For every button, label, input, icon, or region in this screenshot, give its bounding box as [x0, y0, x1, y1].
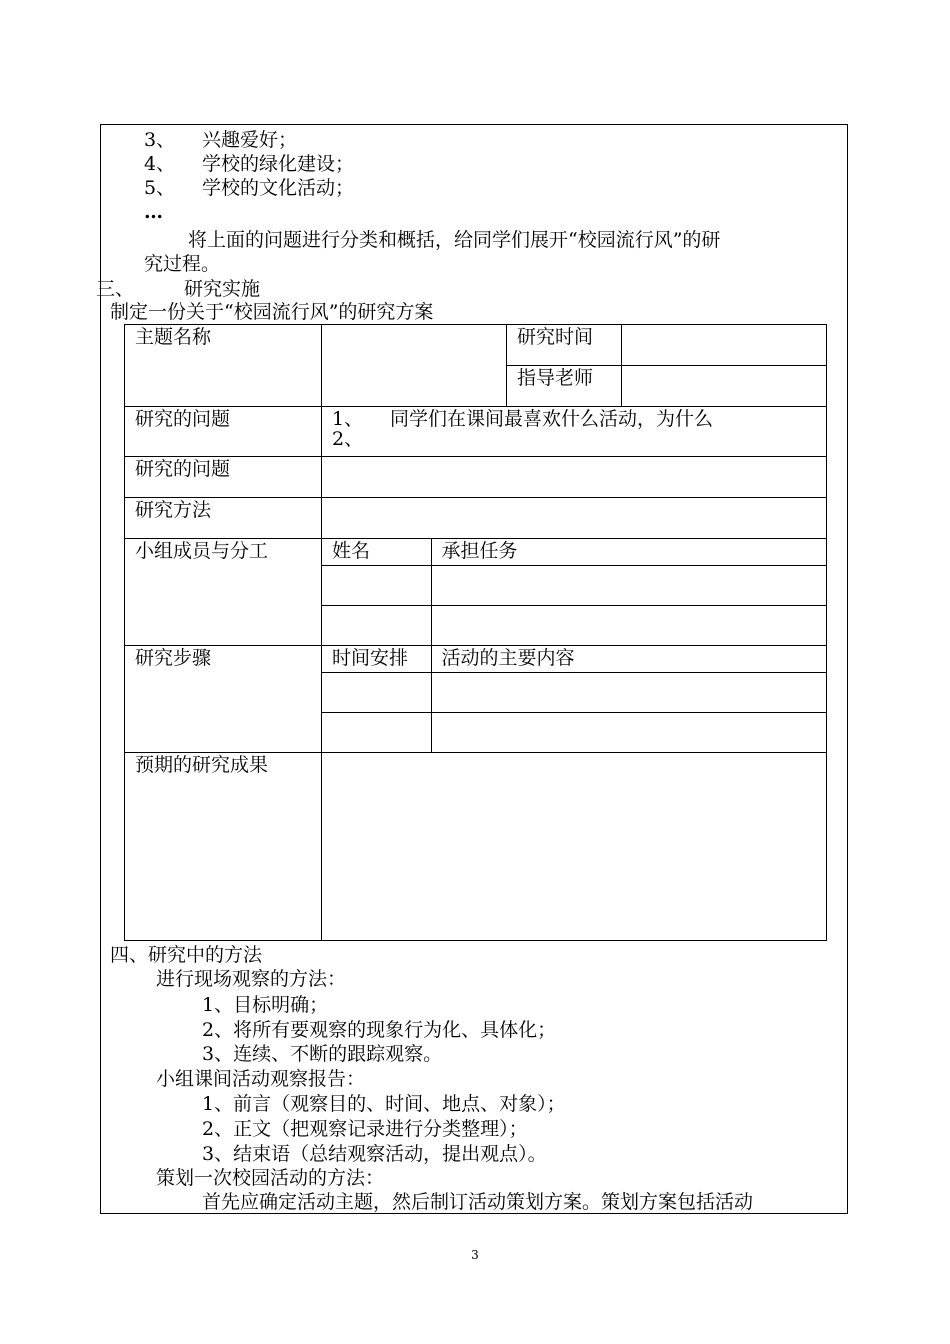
members-subtable-cell	[322, 539, 827, 646]
members-label: 小组成员与分工	[125, 539, 322, 646]
results-value	[322, 753, 827, 941]
step-content-cell	[431, 712, 826, 752]
question-line-text: 同学们在课间最喜欢什么活动，为什么	[390, 408, 714, 430]
time-label: 研究时间	[507, 325, 622, 366]
question-label: 研究的问题	[125, 407, 322, 457]
members-col-name: 姓名	[322, 539, 431, 565]
member-task-cell	[431, 605, 826, 645]
observe-item: 2、将所有要观察的现象行为化、具体化；	[202, 1019, 557, 1041]
section-title: 研究实施	[184, 278, 261, 300]
report-item: 2、正文（把观察记录进行分类整理）；	[202, 1118, 528, 1140]
step-time-cell	[322, 672, 431, 712]
members-col-task: 承担任务	[431, 539, 826, 565]
topic-value	[322, 325, 507, 407]
list-item-text: 兴趣爱好；	[202, 129, 298, 151]
ellipsis: …	[144, 201, 163, 223]
steps-subtable	[322, 646, 826, 752]
question2-value	[322, 457, 827, 498]
member-name-cell	[322, 605, 431, 645]
step-time-cell	[322, 712, 431, 752]
page-number: 3	[471, 1248, 479, 1262]
member-task-cell	[431, 565, 826, 605]
member-name-cell	[322, 565, 431, 605]
report-title: 小组课间活动观察报告：	[156, 1068, 366, 1090]
plan-method-text: 首先应确定活动主题，然后制订活动策划方案。策划方案包括活动	[202, 1191, 754, 1213]
list-item-number: 3、	[144, 129, 176, 151]
list-item-text: 学校的文化活动；	[202, 177, 355, 199]
question-line-number: 2、	[332, 428, 364, 450]
question-value	[322, 407, 827, 457]
step-content-cell	[431, 672, 826, 712]
paragraph-line: 究过程。	[144, 253, 221, 275]
research-plan-table	[124, 324, 827, 941]
list-item-text: 学校的绿化建设；	[202, 153, 355, 175]
time-value	[622, 325, 827, 366]
steps-subtable-cell	[322, 646, 827, 753]
results-label: 预期的研究成果	[125, 753, 322, 941]
steps-col-content: 活动的主要内容	[431, 646, 826, 672]
method-value	[322, 498, 827, 539]
steps-col-time: 时间安排	[322, 646, 431, 672]
topic-label: 主题名称	[125, 325, 322, 407]
list-item-number: 5、	[144, 177, 176, 199]
list-item-number: 4、	[144, 153, 176, 175]
report-item: 3、结束语（总结观察活动，提出观点）。	[202, 1143, 547, 1165]
members-subtable	[322, 539, 826, 645]
teacher-label: 指导老师	[507, 366, 622, 407]
section-number: 三、	[96, 278, 135, 300]
question2-label: 研究的问题	[125, 457, 322, 498]
observe-item: 3、连续、不断的跟踪观察。	[202, 1043, 443, 1065]
paragraph-line: 将上面的问题进行分类和概括，给同学们展开“校园流行风”的研	[188, 229, 721, 251]
question-line-number: 1、	[332, 408, 364, 430]
observe-item: 1、目标明确；	[202, 994, 329, 1016]
steps-label: 研究步骤	[125, 646, 322, 753]
report-item: 1、前言（观察目的、时间、地点、对象）；	[202, 1093, 566, 1115]
plan-method-title: 策划一次校园活动的方法：	[156, 1167, 385, 1189]
observe-title: 进行现场观察的方法：	[156, 968, 347, 990]
plan-intro: 制定一份关于“校园流行风”的研究方案	[110, 301, 434, 323]
section4-title: 四、研究中的方法	[110, 944, 263, 966]
method-label: 研究方法	[125, 498, 322, 539]
teacher-value	[622, 366, 827, 407]
